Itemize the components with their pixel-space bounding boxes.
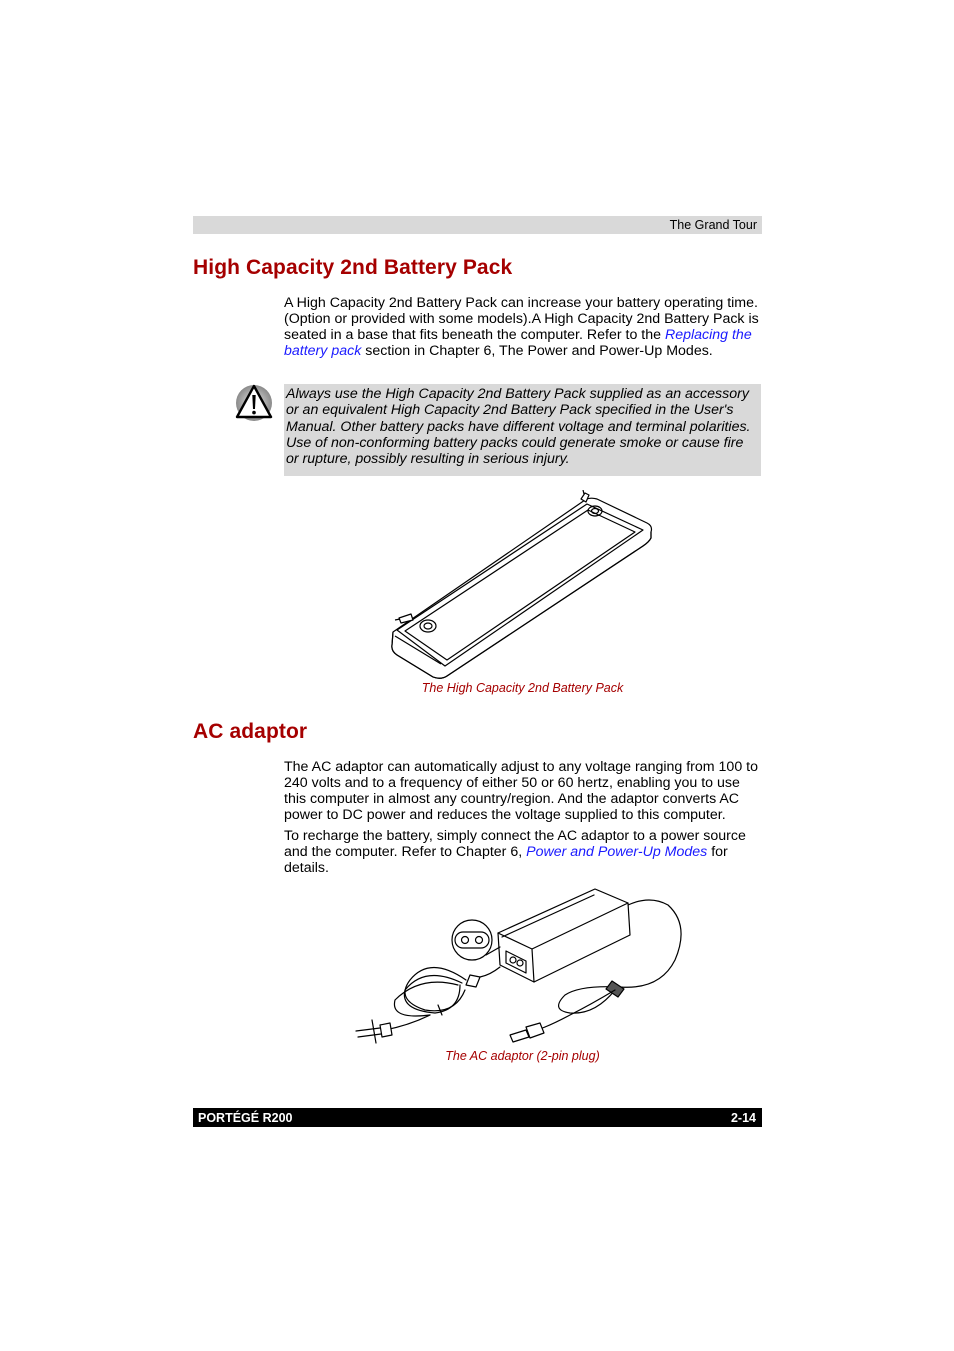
warning-box <box>284 384 761 476</box>
page-footer <box>193 1108 762 1127</box>
battery-figure-caption: The High Capacity 2nd Battery Pack <box>421 681 624 695</box>
warning-triangle-icon <box>234 382 274 422</box>
ac-adaptor-illustration <box>350 885 690 1050</box>
ac-figure-caption: The AC adaptor (2-pin plug) <box>445 1049 600 1063</box>
warning-text: Always use the High Capacity 2nd Battery Pack supplied as an accessory or an equivalent High Capacity 2nd Battery Pack specified in the User's Manual. Other battery packs have different voltage and terminal polarities. Use of non-conforming battery packs could generate smoke or cause fire or rupture, possibly resulting in serious injury. <box>286 386 751 468</box>
footer-model: PORTÉGÉ R200 <box>198 1111 293 1125</box>
replacing-battery-link[interactable]: Replacing the battery pack <box>284 327 752 359</box>
ac-paragraph-2: To recharge the battery, simply connect the AC adaptor to a power source and the computer. Refer to Chapter 6, Power and Power-Up Modes for details. <box>284 828 746 876</box>
battery-pack-illustration <box>385 490 660 682</box>
battery-paragraph: A High Capacity 2nd Battery Pack can increase your battery operating time.(Option or provided with some models).A High Capacity 2nd Battery Pack is seated in a base that fits beneath the computer. Refer to the Replacing the battery pack section in Chapter 6, The Power and Power-Up Modes. <box>284 295 759 359</box>
battery-section-title: High Capacity 2nd Battery Pack <box>193 256 513 279</box>
ac-paragraph-1: The AC adaptor can automatically adjust to any voltage ranging from 100 to 240 volts and to a frequency of either 50 or 60 hertz, enabling you to use this computer in almost any country/region. And the adaptor converts AC power to DC power and reduces the voltage supplied to this computer. <box>284 759 758 823</box>
chapter-title: The Grand Tour <box>669 218 757 232</box>
page-header <box>193 216 762 234</box>
ac-section-title: AC adaptor <box>193 720 308 743</box>
footer-page-number: 2-14 <box>730 1111 756 1125</box>
power-modes-link[interactable]: Power and Power-Up Modes <box>526 844 708 860</box>
